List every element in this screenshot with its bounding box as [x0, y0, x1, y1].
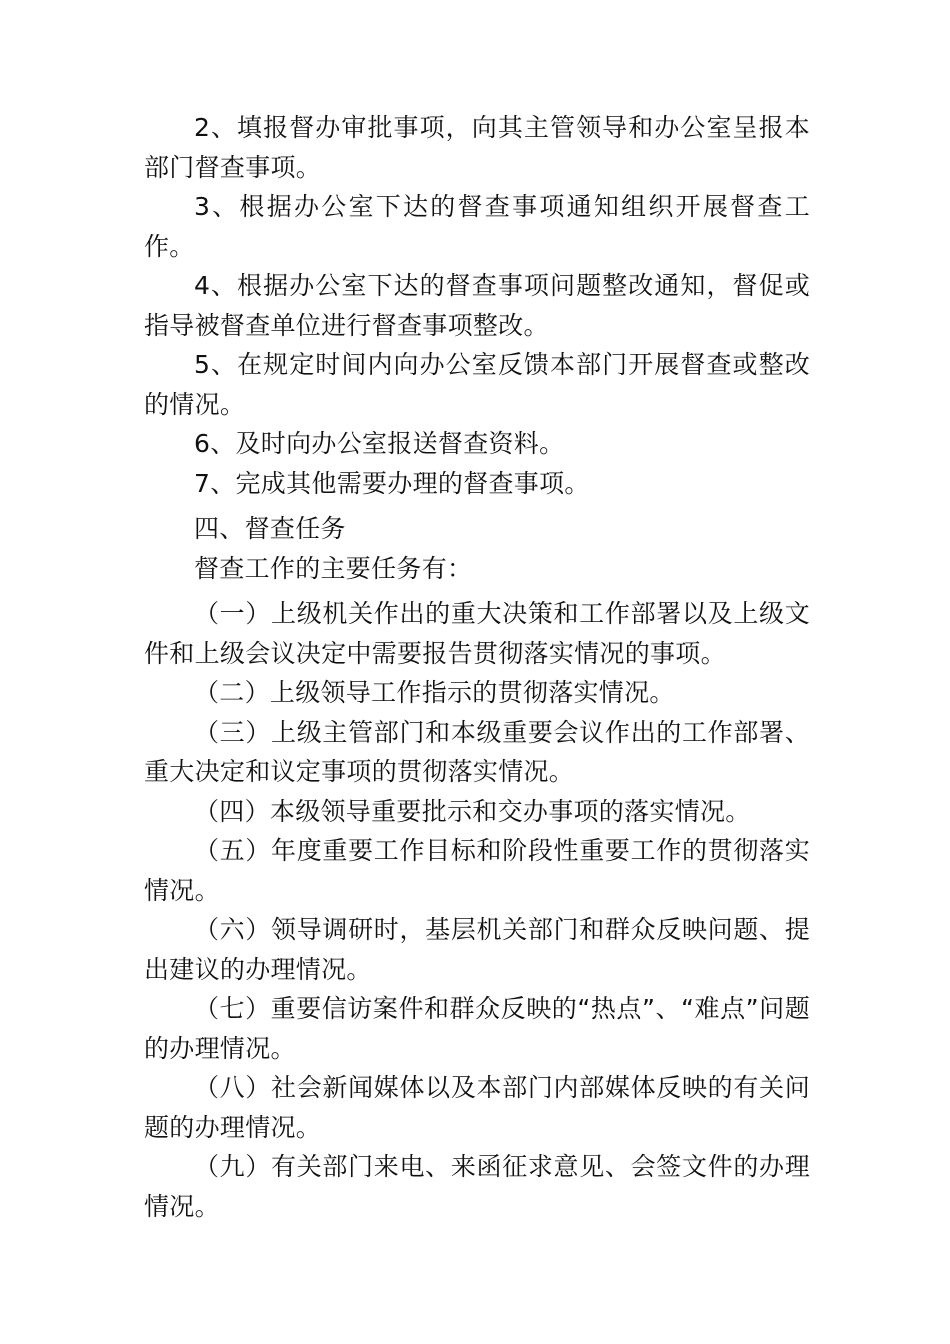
paragraph-item-5: 5、在规定时间内向办公室反馈本部门开展督查或整改的情况。 — [144, 350, 810, 419]
paragraph-item-4: 4、根据办公室下达的督查事项问题整改通知，督促或指导被督查单位进行督查事项整改。 — [144, 271, 810, 340]
document-body — [144, 108, 810, 1226]
task-item-8: （八）社会新闻媒体以及本部门内部媒体反映的有关问题的办理情况。 — [144, 1073, 810, 1142]
task-item-5: （五）年度重要工作目标和阶段性重要工作的贯彻落实情况。 — [144, 836, 810, 905]
task-item-3: （三）上级主管部门和本级重要会议作出的工作部署、重大决定和议定事项的贯彻落实情况。 — [144, 717, 810, 786]
task-item-6: （六）领导调研时，基层机关部门和群众反映问题、提出建议的办理情况。 — [144, 915, 810, 984]
paragraph-tasks-intro: 督查工作的主要任务有： — [194, 553, 473, 583]
task-item-4: （四）本级领导重要批示和交办事项的落实情况。 — [194, 796, 751, 826]
task-item-9: （九）有关部门来电、来函征求意见、会签文件的办理情况。 — [144, 1152, 810, 1221]
paragraph-item-7: 7、完成其他需要办理的督查事项。 — [194, 468, 590, 498]
task-item-1: （一）上级机关作出的重大决策和工作部署以及上级文件和上级会议决定中需要报告贯彻落实情况的事项。 — [144, 599, 810, 668]
task-item-7: （七）重要信访案件和群众反映的“热点”、“难点”问题的办理情况。 — [144, 994, 810, 1063]
section-heading-tasks: 四、督查任务 — [194, 514, 346, 543]
paragraph-item-6: 6、及时向办公室报送督查资料。 — [194, 429, 565, 458]
paragraph-item-3: 3、根据办公室下达的督查事项通知组织开展督查工作。 — [144, 192, 810, 261]
paragraph-item-2: 2、填报督办审批事项，向其主管领导和办公室呈报本部门督查事项。 — [144, 113, 810, 182]
task-item-2: （二）上级领导工作指示的贯彻落实情况。 — [194, 678, 675, 707]
